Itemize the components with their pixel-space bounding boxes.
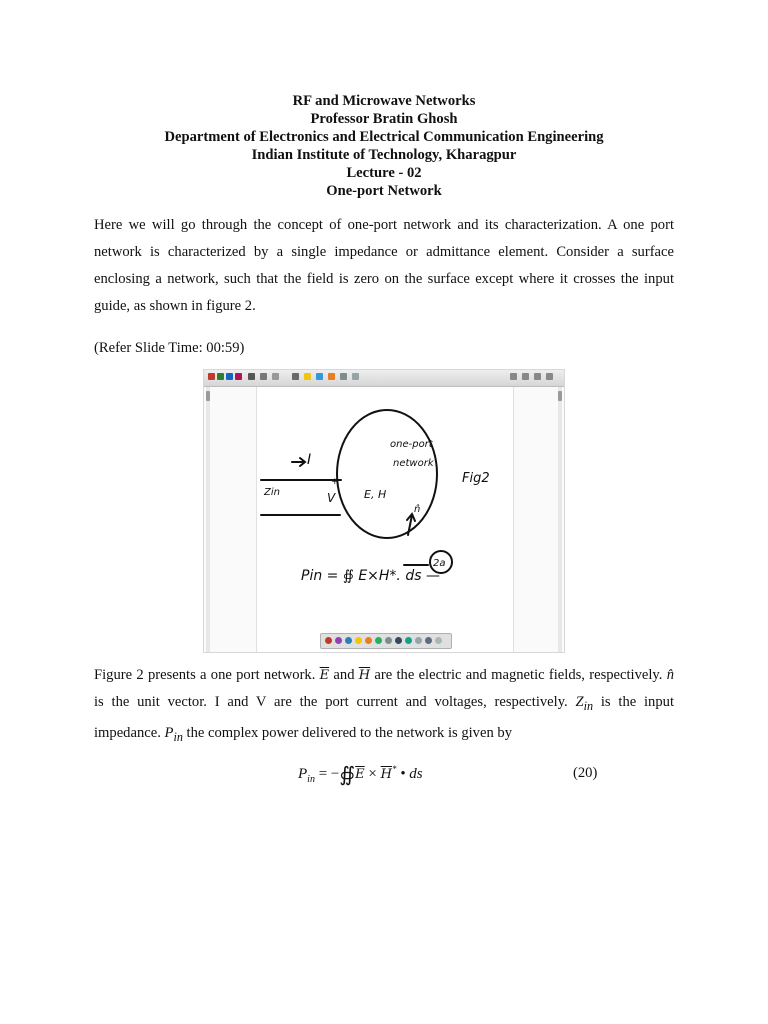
refer-slide-time: (Refer Slide Time: 00:59) — [94, 340, 245, 356]
figure-label: Fig2 — [462, 471, 490, 486]
blue-pen-icon[interactable] — [345, 637, 352, 644]
red-pen-icon[interactable] — [325, 637, 332, 644]
intro-paragraph: Here we will go through the concept of one-port network and its characterization. A one port network is characterized by a single impedance or admittance element. Consider a surface enclosing a network, such that the field is zero on the surface except where it crosses the input guide, as shown in figure 2. — [94, 217, 674, 314]
h-field-symbol: $\overline{H}$ — [358, 668, 371, 683]
course-title: RF and Microwave Networks — [292, 93, 476, 109]
eq-dot-ds: • ds — [396, 766, 423, 782]
image-tool-icon[interactable] — [425, 637, 432, 644]
orange-pen-icon[interactable] — [365, 637, 372, 644]
caption-text-4: is the input impedance. — [94, 694, 675, 741]
pen-toolbar[interactable] — [320, 633, 452, 649]
eq-p-sub: in — [307, 774, 315, 785]
document-header — [0, 92, 768, 200]
professor-name: Professor Bratin Ghosh — [310, 111, 458, 127]
p-symbol: P — [164, 724, 174, 741]
network-circle — [337, 410, 437, 538]
fields-label: E, H — [364, 488, 387, 501]
eq-e-field: $\overline{E}$ — [355, 767, 365, 782]
caption-text-2: are the electric and magnetic fields, respectively. — [370, 667, 667, 683]
impedance-label: Zin — [264, 487, 280, 498]
equation-number: (20) — [573, 765, 598, 781]
select-icon[interactable] — [395, 637, 402, 644]
caption-text-3: is the unit vector. I and V are the port current and voltages, respectively. — [94, 694, 576, 710]
text-tool-icon[interactable] — [405, 637, 412, 644]
network-label-1: one-port — [390, 439, 433, 450]
lecture-number: Lecture - 02 — [346, 165, 422, 181]
current-label: I — [307, 452, 312, 468]
department-name: Department of Electronics and Electrical Communication Engineering — [164, 129, 604, 145]
z-symbol: Z — [575, 694, 584, 710]
normal-label: n̂ — [414, 504, 421, 515]
hand-tool-icon[interactable] — [415, 637, 422, 644]
caption-text-5: the complex power delivered to the network is given by — [182, 724, 512, 741]
plus-sign: + — [331, 477, 339, 487]
eq-conjugate: * — [391, 764, 397, 774]
lecture-title: One-port Network — [326, 183, 442, 199]
voltage-label: V — [327, 491, 336, 505]
yellow-pen-icon[interactable] — [355, 637, 362, 644]
institute-name: Indian Institute of Technology, Kharagpur — [251, 147, 517, 163]
eq-cross: × — [364, 766, 381, 782]
green-pen-icon[interactable] — [375, 637, 382, 644]
eq-h-field: $\overline{H}$ — [380, 767, 392, 782]
power-equation-display — [298, 762, 423, 787]
p-subscript: in — [173, 729, 183, 744]
e-field-symbol: $\overline{E}$ — [319, 668, 330, 683]
z-subscript: in — [583, 698, 594, 713]
eq-p: P — [298, 766, 308, 782]
unit-normal-symbol: n̂ — [666, 667, 674, 683]
surface-integral-symbol: ∯ — [339, 764, 356, 786]
lecture-slide-screenshot — [203, 369, 565, 653]
minus-sign: - — [332, 510, 336, 520]
handwritten-figure — [204, 370, 565, 653]
eq-equals: = − — [314, 766, 340, 782]
more-tools-icon[interactable] — [435, 637, 442, 644]
network-label-2: network — [393, 458, 434, 469]
purple-pen-icon[interactable] — [335, 637, 342, 644]
power-equation: Pin = ∯ E×H*. ds — — [301, 568, 440, 584]
caption-and: and — [329, 667, 359, 683]
caption-text-1: Figure 2 presents a one port network. — [94, 667, 320, 683]
eraser-icon[interactable] — [385, 637, 392, 644]
figure-caption-paragraph — [94, 662, 674, 751]
equation-tag: 2a — [433, 558, 446, 569]
